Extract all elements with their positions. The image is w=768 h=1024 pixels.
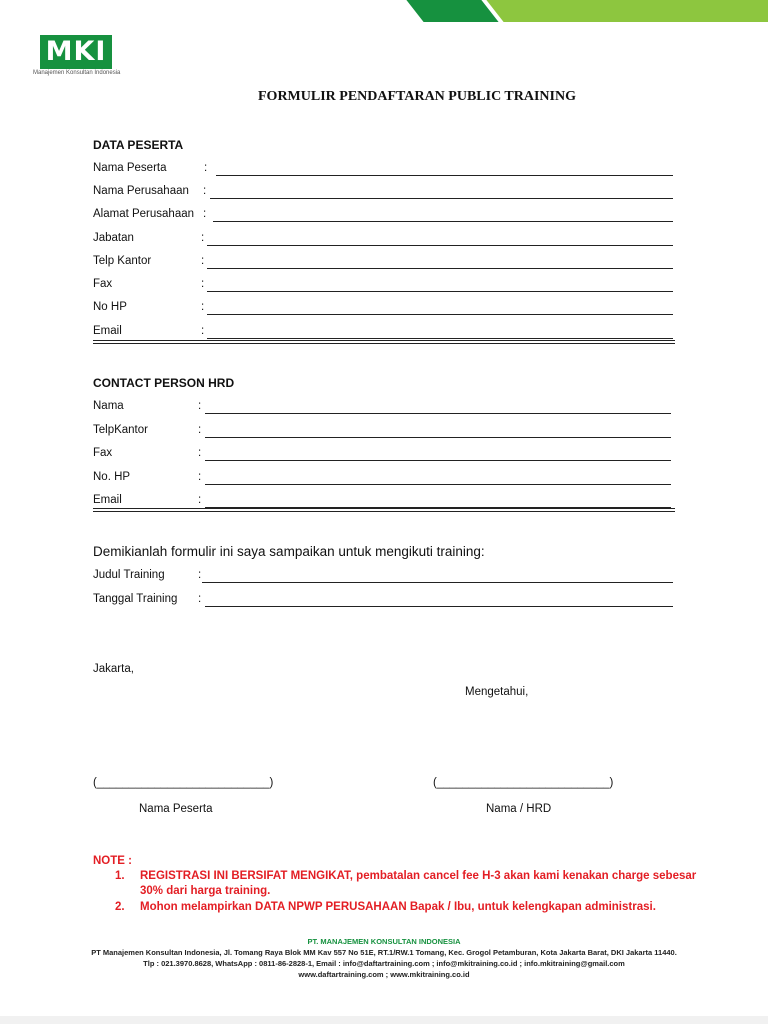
hrd-field-input-line[interactable]: [205, 413, 671, 414]
training-field-label: Tanggal Training: [93, 593, 178, 605]
signer-participant-label: Nama Peserta: [139, 803, 213, 815]
peserta-field-label: Alamat Perusahaan: [93, 208, 195, 220]
footer-contact: Tlp : 021.3970.8628, WhatsApp : 0811-86-2828-1, Email : info@daftartraining.com ; info@mkitraining.co.id ; info.mkitraining@gmail.com: [143, 959, 625, 968]
training-field-input-line[interactable]: [205, 606, 673, 607]
section-divider: [93, 508, 675, 512]
city-label: Jakarta,: [93, 663, 134, 675]
peserta-field-input-line[interactable]: [207, 291, 673, 292]
footer-company: PT. MANAJEMEN KONSULTAN INDONESIA: [307, 937, 461, 946]
peserta-field-input-line[interactable]: [207, 338, 673, 339]
hrd-field-input-line[interactable]: [205, 437, 671, 438]
field-colon: :: [203, 185, 207, 197]
form-title: FORMULIR PENDAFTARAN PUBLIC TRAINING: [258, 89, 576, 104]
hrd-field-input-line[interactable]: [205, 460, 671, 461]
hrd-field-label: TelpKantor: [93, 424, 148, 436]
acknowledged-label: Mengetahui,: [465, 686, 529, 698]
header-band-dark: [406, 0, 498, 22]
note-item-number: 2.: [115, 901, 125, 913]
peserta-field-label: Telp Kantor: [93, 255, 152, 267]
hrd-field-label: Nama: [93, 400, 124, 412]
peserta-field-label: Nama Peserta: [93, 162, 167, 174]
training-field-input-line[interactable]: [202, 582, 673, 583]
field-colon: :: [198, 400, 202, 412]
peserta-field-label: Nama Perusahaan: [93, 185, 189, 197]
hrd-field-label: No. HP: [93, 471, 131, 483]
peserta-field-label: Fax: [93, 278, 113, 290]
peserta-field-label: Email: [93, 325, 122, 337]
field-colon: :: [203, 208, 207, 220]
signature-line-hrd[interactable]: (___________________________): [433, 777, 614, 789]
field-colon: :: [201, 278, 205, 290]
note-item-text-cont: 30% dari harga training.: [140, 885, 271, 897]
hrd-field-label: Email: [93, 494, 122, 506]
field-colon: :: [198, 494, 202, 506]
peserta-field-input-line[interactable]: [207, 268, 673, 269]
section-data-peserta: DATA PESERTA: [93, 138, 184, 152]
field-colon: :: [201, 325, 205, 337]
training-field-label: Judul Training: [93, 569, 165, 581]
signer-hrd-label: Nama / HRD: [486, 803, 552, 815]
signature-line-participant[interactable]: (___________________________): [93, 777, 274, 789]
section-contact-hrd: CONTACT PERSON HRD: [93, 376, 235, 390]
note-item-number: 1.: [115, 870, 125, 882]
section-divider: [93, 340, 675, 344]
field-colon: :: [201, 255, 205, 267]
hrd-field-input-line[interactable]: [205, 484, 671, 485]
note-item-text: REGISTRASI INI BERSIFAT MENGIKAT, pembatalan cancel fee H-3 akan kami kenakan charge sebesar: [140, 870, 697, 882]
peserta-field-input-line[interactable]: [216, 175, 673, 176]
field-colon: :: [201, 301, 205, 313]
peserta-field-input-line[interactable]: [207, 245, 673, 246]
footer-websites: www.daftartraining.com ; www.mkitraining.co.id: [298, 970, 470, 979]
field-colon: :: [198, 471, 202, 483]
field-colon: :: [198, 593, 202, 605]
logo-subtitle: Manajemen Konsultan Indonesia: [33, 70, 121, 76]
peserta-field-label: Jabatan: [93, 232, 134, 244]
field-colon: :: [198, 447, 202, 459]
note-item-text: Mohon melampirkan DATA NPWP PERUSAHAAN Bapak / Ibu, untuk kelengkapan administrasi.: [140, 901, 656, 913]
peserta-field-label: No HP: [93, 301, 127, 313]
intro-text: Demikianlah formulir ini saya sampaikan untuk mengikuti training:: [93, 544, 485, 559]
peserta-field-input-line[interactable]: [207, 314, 673, 315]
company-logo: MKI: [40, 35, 112, 69]
page-bottom-bar: [0, 1016, 768, 1024]
note-heading: NOTE :: [93, 855, 132, 867]
header-band-light: [486, 0, 768, 22]
field-colon: :: [204, 162, 208, 174]
peserta-field-input-line[interactable]: [213, 221, 673, 222]
hrd-field-label: Fax: [93, 447, 113, 459]
field-colon: :: [198, 569, 202, 581]
peserta-field-input-line[interactable]: [210, 198, 673, 199]
field-colon: :: [201, 232, 205, 244]
field-colon: :: [198, 424, 202, 436]
footer-address: PT Manajemen Konsultan Indonesia, Jl. Tomang Raya Blok MM Kav 557 No 51E, RT.1/RW.1 Tomang, Kec. Grogol Petamburan, Kota Jakarta Barat, DKI Jakarta 11440.: [91, 948, 677, 957]
